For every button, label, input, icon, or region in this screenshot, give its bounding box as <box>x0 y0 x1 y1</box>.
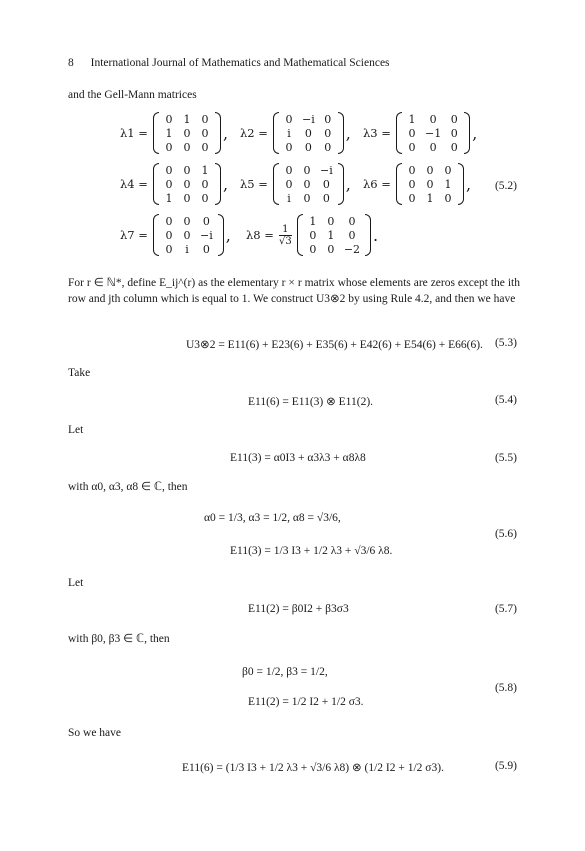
matrix-cell: 0 <box>285 112 293 126</box>
take-text: Take <box>68 367 91 379</box>
matrix-cell: 0 <box>165 214 173 228</box>
paragraph-elementary-matrix: For r ∈ ℕ*, define E_ij^(r) as the elementary r × r matrix whose elements are zeros except the ith row and jth column which is equal to 1. We construct U3⊗2 by using Rule 4.2, and then we have <box>68 277 520 305</box>
journal-title: International Journal of Mathematics and Mathematical Sciences <box>90 57 390 69</box>
equation-5-9: E11(6) = (1/3 I3 + 1/2 λ3 + √3/6 λ8) ⊗ (1/2 I2 + 1/2 σ3). <box>182 762 444 774</box>
matrix-cell: 0 <box>429 140 437 154</box>
matrix-cell: 0 <box>408 140 416 154</box>
matrix-cell: 0 <box>450 126 458 140</box>
matrix-cell: i <box>185 242 189 256</box>
matrix-cell: i <box>287 191 291 205</box>
matrix-cell: 0 <box>324 140 332 154</box>
matrix-cell: 0 <box>426 177 434 191</box>
lambda6-matrix <box>396 163 464 205</box>
matrix-cell: 0 <box>183 163 191 177</box>
matrix-cell: 0 <box>324 126 332 140</box>
matrix-cell: 0 <box>322 177 330 191</box>
equation-number-5-8: (5.8) <box>494 682 517 694</box>
lambda1-label: λ1 = <box>120 126 148 140</box>
matrix-cell: 1 <box>165 126 173 140</box>
matrix-row-3b: λ8 = $\frac{1}{√3}$ 1 0 0 0 1 0 0 0 −2 . <box>246 214 379 256</box>
equation-5-7: E11(2) = β0I2 + β3σ3 <box>248 603 349 615</box>
equation-number-5-9: (5.9) <box>494 760 517 772</box>
matrix-cell: 0 <box>165 177 173 191</box>
matrix-cell: −i <box>302 112 315 126</box>
matrix-cell: 1 <box>408 112 416 126</box>
matrix-cell: 0 <box>202 214 210 228</box>
matrix-cell: 0 <box>165 163 173 177</box>
matrix-cell: 0 <box>444 191 452 205</box>
matrix-cell: 0 <box>202 242 210 256</box>
matrix-cell: 0 <box>450 140 458 154</box>
intro-text: and the Gell-Mann matrices <box>68 89 197 101</box>
lambda4-label: λ4 = <box>120 177 148 191</box>
matrix-cell: 0 <box>303 191 311 205</box>
matrix-cell: 0 <box>324 112 332 126</box>
matrix-cell: 0 <box>309 228 317 242</box>
matrix-cell: 0 <box>201 126 209 140</box>
matrix-cell: 0 <box>444 163 452 177</box>
matrix-cell: 0 <box>201 191 209 205</box>
matrix-row-1: λ1 = 0 1 0 1 0 0 0 0 0 , <box>120 112 229 154</box>
matrix-row-1c: λ3 = 1 0 0 0 −1 0 0 0 0 , <box>363 112 478 154</box>
lambda2-matrix <box>273 112 344 154</box>
matrix-cell: 0 <box>309 242 317 256</box>
matrix-cell: −i <box>200 228 213 242</box>
equation-5-3: U3⊗2 = E11(6) + E23(6) + E35(6) + E42(6) + E54(6) + E66(6). <box>186 339 483 351</box>
equation-number-5-5: (5.5) <box>494 452 517 464</box>
matrix-cell: 0 <box>165 140 173 154</box>
lambda5-matrix <box>273 163 344 205</box>
matrix-cell: 0 <box>348 214 356 228</box>
equation-5-6a: α0 = 1/3, α3 = 1/2, α8 = √3/6, <box>204 512 341 524</box>
matrix-cell: 0 <box>327 214 335 228</box>
matrix-cell: 0 <box>183 177 191 191</box>
matrix-cell: 1 <box>309 214 317 228</box>
matrix-cell: 0 <box>285 163 293 177</box>
lambda2-label: λ2 = <box>240 126 268 140</box>
matrix-cell: 0 <box>322 191 330 205</box>
running-header <box>68 57 390 69</box>
matrix-cell: 0 <box>285 140 293 154</box>
lambda8-label: λ8 = <box>246 228 274 242</box>
matrix-cell: 0 <box>201 140 209 154</box>
matrix-row-3: λ7 = 0 0 0 0 0 −i 0 i 0 , <box>120 214 231 256</box>
matrix-cell: −2 <box>343 242 361 256</box>
lambda1-matrix <box>153 112 221 154</box>
equation-5-5: E11(3) = α0I3 + α3λ3 + α8λ8 <box>230 452 366 464</box>
matrix-cell: 0 <box>183 126 191 140</box>
matrix-cell: 0 <box>408 191 416 205</box>
equation-number-5-4: (5.4) <box>494 394 517 406</box>
matrix-cell: 1 <box>327 228 335 242</box>
matrix-cell: 0 <box>348 228 356 242</box>
matrix-cell: 0 <box>304 140 312 154</box>
matrix-cell: 0 <box>285 177 293 191</box>
matrix-cell: 0 <box>183 228 191 242</box>
matrix-cell: 0 <box>165 228 173 242</box>
matrix-cell: 0 <box>183 191 191 205</box>
equation-number-5-7: (5.7) <box>494 603 517 615</box>
matrix-cell: 0 <box>426 163 434 177</box>
with-text-1: with α0, α3, α8 ∈ ℂ, then <box>68 481 188 493</box>
equation-number-5-6: (5.6) <box>494 528 517 540</box>
matrix-row-2: λ4 = 0 0 1 0 0 0 1 0 0 , <box>120 163 229 205</box>
let-text-2: Let <box>68 577 84 589</box>
matrix-cell: 0 <box>165 242 173 256</box>
matrix-cell: 1 <box>201 163 209 177</box>
let-text-1: Let <box>68 424 84 436</box>
so-text: So we have <box>68 727 122 739</box>
matrix-cell: 0 <box>408 163 416 177</box>
lambda8-prefactor: $\frac{1}{√3}$ <box>279 223 292 247</box>
matrix-cell: 0 <box>165 112 173 126</box>
lambda5-label: λ5 = <box>240 177 268 191</box>
lambda3-matrix <box>396 112 470 154</box>
matrix-cell: 1 <box>426 191 434 205</box>
matrix-row-2b: λ5 = 0 0 −i 0 0 0 i 0 0 , <box>240 163 351 205</box>
matrix-cell: 0 <box>303 163 311 177</box>
lambda8-matrix <box>297 214 371 256</box>
equation-5-8b: E11(2) = 1/2 I2 + 1/2 σ3. <box>248 696 364 708</box>
equation-5-6b: E11(3) = 1/3 I3 + 1/2 λ3 + √3/6 λ8. <box>230 545 393 557</box>
matrix-cell: 0 <box>303 177 311 191</box>
matrix-row-1b: λ2 = 0 −i 0 i 0 0 0 0 0 , <box>240 112 351 154</box>
matrix-cell: −1 <box>425 126 442 140</box>
matrix-cell: 0 <box>201 112 209 126</box>
lambda6-label: λ6 = <box>363 177 391 191</box>
matrix-row-2c: λ6 = 0 0 0 0 0 1 0 1 0 , <box>363 163 472 205</box>
equation-5-8a: β0 = 1/2, β3 = 1/2, <box>242 666 328 678</box>
lambda7-matrix <box>153 214 224 256</box>
page-number: 8 <box>68 57 74 69</box>
matrix-cell: −i <box>320 163 333 177</box>
matrix-cell: 0 <box>304 126 312 140</box>
matrix-cell: 1 <box>444 177 452 191</box>
matrix-cell: i <box>287 126 291 140</box>
matrix-cell: 0 <box>408 126 416 140</box>
equation-5-4: E11(6) = E11(3) ⊗ E11(2). <box>248 396 374 408</box>
matrix-cell: 0 <box>183 214 191 228</box>
lambda4-matrix <box>153 163 221 205</box>
lambda7-label: λ7 = <box>120 228 148 242</box>
matrix-cell: 0 <box>429 112 437 126</box>
matrix-cell: 0 <box>327 242 335 256</box>
equation-number-5-2: (5.2) <box>494 180 517 192</box>
matrix-cell: 1 <box>183 112 191 126</box>
equation-number-5-3: (5.3) <box>494 337 517 349</box>
lambda3-label: λ3 = <box>363 126 391 140</box>
matrix-cell: 0 <box>450 112 458 126</box>
matrix-cell: 1 <box>165 191 173 205</box>
matrix-cell: 0 <box>201 177 209 191</box>
matrix-cell: 0 <box>408 177 416 191</box>
with-text-2: with β0, β3 ∈ ℂ, then <box>68 633 170 645</box>
matrix-cell: 0 <box>183 140 191 154</box>
